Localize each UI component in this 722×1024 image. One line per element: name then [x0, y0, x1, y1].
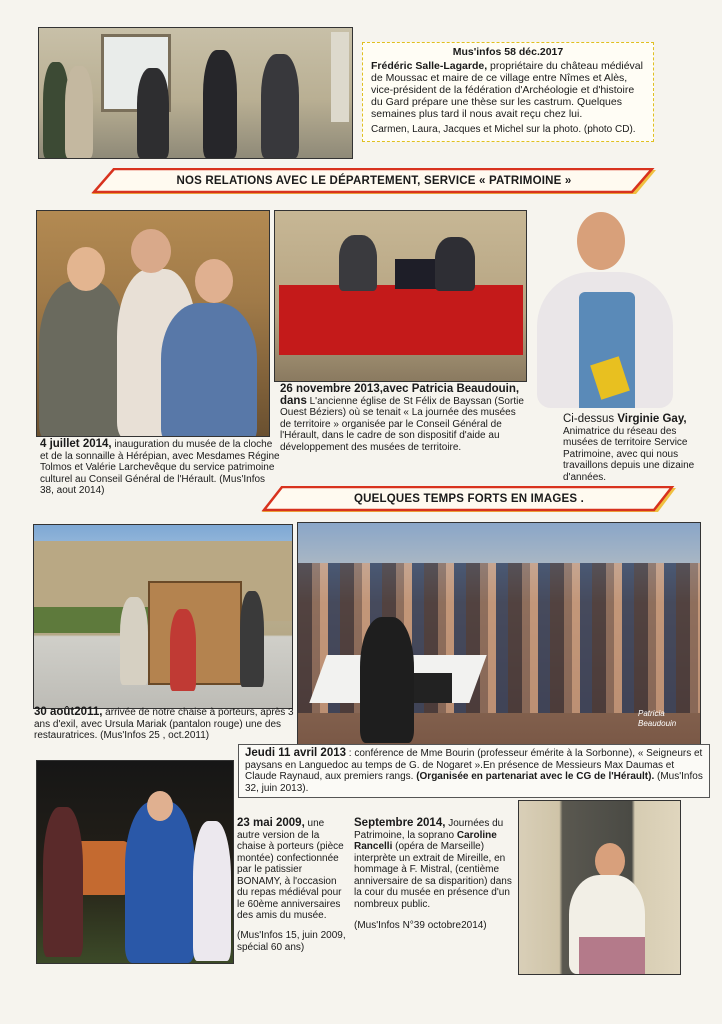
- face: [595, 843, 625, 879]
- caption-nov-2013-text: L'ancienne église de St Félix de Bayssan (Sortie Ouest Béziers) où se tenait « La journée des musées de territoire » organisée par le Conseil Général de l'Hérault, dans le cadre de son dispositif d'aide au développement des musées de territoire.: [280, 395, 524, 453]
- face: [195, 259, 233, 303]
- person: [170, 609, 196, 691]
- person: [125, 801, 195, 963]
- box-body: [371, 60, 647, 120]
- photo-bayssan-church: [274, 210, 527, 382]
- person: [137, 68, 169, 158]
- face: [577, 212, 625, 270]
- caption-aug-2011-text: arrivée de notre chaise à porteurs, après 3 ans d'exil, avec Ursula Mariak (pantalon rouge) une des restauratrices. (Mus'Infos 25 , oct.2011): [34, 707, 294, 741]
- caption-aug-2011-date: 30 août2011,: [34, 706, 103, 718]
- photo-credit-patricia: Patricia Beaudouin: [638, 709, 677, 728]
- caption-sept-2014-text2: (opéra de Marseille) interprète un extrait de Mireille, en hommage à F. Mistral, (centième anniversaire de sa disparition) dans la cour du musée en présence d'un nombreux public.: [354, 841, 512, 910]
- box-title: Mus'infos 58 déc.2017: [452, 46, 564, 58]
- photo-virginie-gay: [533, 210, 678, 410]
- banner-label: QUELQUES TEMPS FORTS EN IMAGES .: [353, 493, 585, 505]
- top-info-box: [362, 42, 654, 142]
- caption-sept-2014: [354, 818, 512, 910]
- red-table: [279, 285, 523, 355]
- photo-soprano-rancelli: [518, 800, 681, 975]
- caption-may-2009-ref: (Mus'Infos 15, juin 2009, spécial 60 ans): [237, 930, 346, 953]
- person: [120, 597, 148, 685]
- speaker: [360, 617, 414, 743]
- caption-sept-2014-text: Journées du Patrimoine, la soprano: [354, 818, 504, 841]
- face: [147, 791, 173, 821]
- caption-nov-2013: [280, 384, 526, 453]
- photo-conference-bourin: [297, 522, 701, 746]
- box-body-text: propriétaire du château médiéval de Moussac et maire de ce village entre Nîmes et Alès, vice-président de la fédération d'Archéologie et d'histoire du Gard prépare une thèse sur les castrum. Quelques semaines plus tard il nous avait reçu chez lui.: [371, 60, 643, 120]
- caption-virginie-name: Virginie Gay,: [617, 413, 687, 425]
- box-credit: Carmen, Laura, Jacques et Michel sur la photo. (photo CD).: [371, 124, 636, 135]
- caption-july-2014-text: inauguration du musée de la cloche et de la sonnaille à Hérépian, avec Mesdames Régine Tolmos et Valérie Larchevêque du service patrimoine culturel au Conseil Général de l'Hérault. (Mus'Infos 38, aout 2014): [40, 439, 280, 496]
- caption-apr-2013-ref: (Mus'Infos 32, juin 2013).: [245, 771, 703, 794]
- person: [193, 821, 231, 961]
- caption-apr-2013-date: Jeudi 11 avril 2013: [245, 747, 347, 759]
- person: [203, 50, 237, 158]
- banner-label: NOS RELATIONS AVEC LE DÉPARTEMENT, SERVICE « PATRIMOINE »: [176, 175, 572, 187]
- window-right: [331, 32, 349, 122]
- person: [161, 303, 257, 437]
- caption-july-2014: [40, 439, 280, 497]
- caption-apr-2013: [245, 748, 703, 794]
- caption-sept-2014-ref: (Mus'Infos N°39 octobre2014): [354, 920, 487, 931]
- caption-sept-2014-date: Septembre 2014,: [354, 817, 446, 829]
- box-body-name: Frédéric Salle-Lagarde,: [371, 60, 488, 72]
- caption-may-2009: [237, 818, 347, 922]
- person: [43, 807, 83, 957]
- caption-virginie-pre: Ci-dessus: [563, 413, 618, 425]
- caption-may-2009-date: 23 mai 2009,: [237, 817, 305, 829]
- person: [435, 237, 475, 291]
- banner-temps-forts: [260, 486, 678, 514]
- caption-apr-2013-box: [238, 744, 710, 798]
- caption-nov-2013-date: 26 novembre 2013,avec Patricia Beaudouin, dans: [280, 383, 520, 407]
- caption-aug-2011: [34, 707, 296, 742]
- face: [131, 229, 171, 273]
- person: [39, 281, 127, 437]
- photo-herepian-inauguration: [36, 210, 270, 437]
- person: [65, 66, 93, 158]
- face: [67, 247, 105, 291]
- person: [261, 54, 299, 158]
- photo-chateau-visit: [38, 27, 353, 159]
- caption-virginie: [563, 414, 695, 483]
- caption-apr-2013-text: : conférence de Mme Bourin (professeur émérite à la Sorbonne), « Seigneurs et paysans en Languedoc au temps de G. de Nogaret ».En présence de Messieurs Max Daumas et Claude Raynaud, aux premiers rangs.: [245, 748, 703, 782]
- caption-virginie-text: Animatrice du réseau des musées de territoire Service Patrimoine, avec qui nous travaillons depuis une dizaine d'années.: [563, 425, 695, 483]
- caption-july-2014-date: 4 juillet 2014,: [40, 438, 112, 450]
- skirt: [579, 937, 645, 974]
- caption-may-2009-text: une autre version de la chaise à porteurs (pièce montée) confectionnée par le patissier BONAMY, à l'occasion du repas médiéval pour le 60ème anniversaires des amis du musée.: [237, 818, 344, 921]
- person: [240, 591, 264, 687]
- photo-medieval-dinner: [36, 760, 234, 964]
- person: [339, 235, 377, 291]
- caption-sept-2014-singer: Caroline Rancelli: [354, 829, 497, 852]
- caption-apr-2013-partner: (Organisée en partenariat avec le CG de l'Hérault).: [416, 771, 655, 782]
- photo-sedan-chair-arrival: [33, 524, 293, 709]
- banner-patrimoine: [90, 168, 658, 196]
